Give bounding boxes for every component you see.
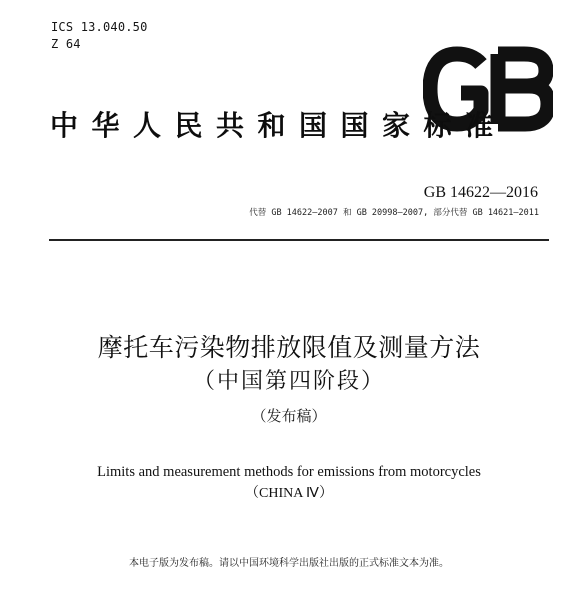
english-subtitle: （CHINA Ⅳ） bbox=[245, 486, 333, 501]
header-divider bbox=[49, 239, 549, 241]
english-title: Limits and measurement methods for emissions from motorcycles bbox=[97, 464, 481, 480]
chinese-title: 摩托车污染物排放限值及测量方法 bbox=[97, 333, 481, 362]
electronic-version-note: 本电子版为发布稿。请以中国环境科学出版社出版的正式标准文本为准。 bbox=[129, 558, 449, 569]
national-standard-title: 中华人民共和国国家标准 bbox=[50, 109, 507, 142]
release-draft-label: （发布稿） bbox=[251, 407, 327, 425]
replacement-note: 代替 GB 14622—2007 和 GB 20998—2007, 部分代替 GB 14621—2011 bbox=[249, 208, 539, 218]
classification-code: Z 64 bbox=[51, 37, 81, 51]
ics-code: ICS 13.040.50 bbox=[51, 20, 148, 34]
chinese-subtitle: （中国第四阶段） bbox=[192, 369, 385, 394]
standard-number: GB 14622—2016 bbox=[423, 184, 538, 201]
